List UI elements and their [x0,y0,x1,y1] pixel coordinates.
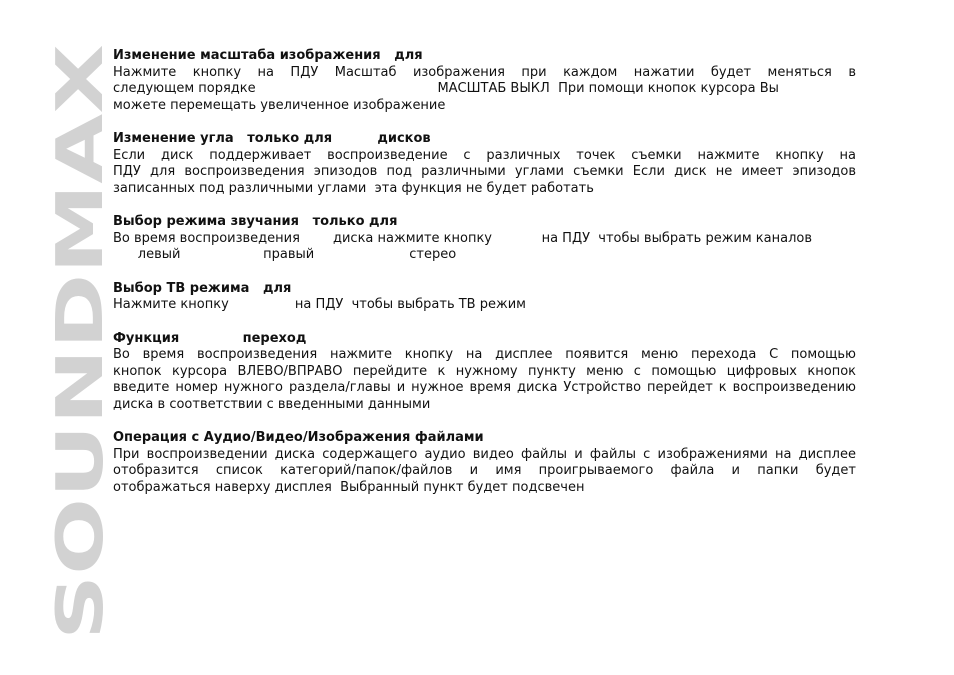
paragraph-line: ПДУ для воспроизведения эпизодов под различными углами съемки Если диск не имеет эпизодов [113,164,856,179]
section-title: Выбор режима звучания только для [113,214,398,229]
paragraph-line: следующем порядке МАСШТАБ ВЫКЛ При помощи кнопок курсора Вы [113,81,779,96]
section-title: Выбор ТВ режима для [113,280,292,296]
section-files [113,430,856,496]
section-title: Операция с Аудио/Видео/Изображения файлами [113,430,484,445]
paragraph-line: отобразится список категорий/папок/файлов и имя проигрываемого файла и папки будет [113,463,856,478]
paragraph-line: диска в соответствии с введенными данными [113,396,431,412]
section-zoom [113,48,856,114]
paragraph-line: кнопок курсора ВЛЕВО/ВПРАВО перейдите к нужному пункту меню с помощью цифровых кнопок [113,363,856,379]
soundmax-logo [30,44,120,640]
section-angle [113,131,856,197]
paragraph-line: Во время воспроизведения диска нажмите кнопку на ПДУ чтобы выбрать режим каналов [113,230,813,246]
section-goto [113,331,856,414]
section-tv-mode [113,281,856,314]
paragraph-line: Нажмите кнопку на ПДУ чтобы выбрать ТВ режим [113,297,526,312]
section-title: Изменение масштаба изображения для [113,48,423,63]
paragraph-line: левый правый стерео [113,247,457,262]
section-audio-mode [113,214,856,264]
logo-text: SOUNDMAX [44,218,118,640]
section-title: Изменение угла только для дисков [113,131,431,146]
paragraph-line: Во время воспроизведения нажмите кнопку на дисплее появится меню перехода С помощью [113,347,856,362]
manual-page [113,48,856,513]
paragraph-line: отображаться наверху дисплея Выбранный пункт будет подсвечен [113,479,585,495]
paragraph-line: При воспроизведении диска содержащего аудио видео файлы и файлы с изображениями на дисплее [113,446,856,462]
paragraph-line: можете перемещать увеличенное изображение [113,97,446,113]
paragraph-line: введите номер нужного раздела/главы и нужное время диска Устройство перейдет к воспроизведению [113,380,856,395]
paragraph-line: Если диск поддерживает воспроизведение с различных точек съемки нажмите кнопку на [113,147,856,163]
paragraph-line: Нажмите кнопку на ПДУ Масштаб изображения при каждом нажатии будет меняться в [113,64,856,80]
paragraph-line: записанных под различными углами эта функция не будет работать [113,180,594,196]
section-title: Функция переход [113,330,307,346]
